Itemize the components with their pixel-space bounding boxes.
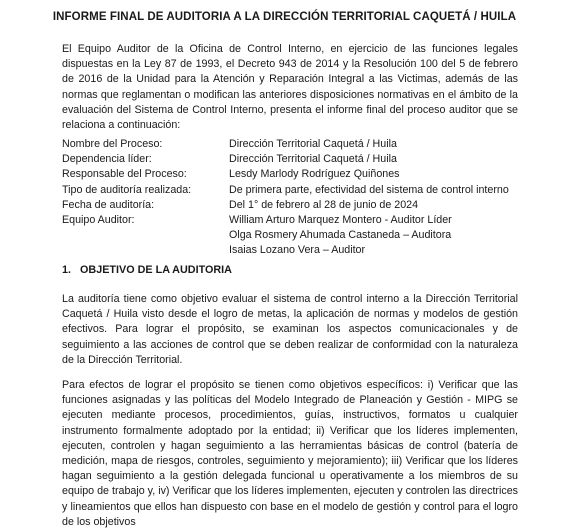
section-heading (62, 264, 232, 276)
info-row-process-name (62, 137, 509, 152)
info-label: Responsable del Proceso: (62, 168, 187, 181)
info-label (62, 228, 229, 243)
info-row-audit-team-member (62, 243, 509, 258)
info-row-lead-unit (62, 152, 509, 167)
objective-paragraph: La auditoría tiene como objetivo evaluar el sistema de control interno a la Dirección Territorial Caquetá / Huila visto desde el logro de metas, la aplicación de normas y modelos de gestión efectivos. Para lograr el propósito, se examinan los aspectos comunicacionales y de seguimiento a las acciones de control que se deben realizar de conformidad con la naturaleza de la Dirección Territorial. (62, 293, 518, 366)
section-title: OBJETIVO DE LA AUDITORIA (80, 264, 232, 276)
info-label: Equipo Auditor: (62, 214, 135, 227)
info-row-audit-type (62, 183, 509, 198)
intro-paragraph: El Equipo Auditor de la Oficina de Control Interno, en ejercicio de las funciones legales dispuestas en la Ley 87 de 1993, el Decreto 943 de 2014 y la Resolución 100 del 5 de febrero de 2016 de la Unidad para la Atención y Reparación Integral a las Victimas, además de las normas que reglamentan o modifican las anteriores disposiciones normativas en el ámbito de la evaluación del Sistema de Control Interno, presenta el informe final del proceso auditor que se relaciona a continuación: (62, 43, 518, 132)
info-value: William Arturo Marquez Montero - Auditor Líder (229, 214, 452, 227)
info-value: Isaias Lozano Vera – Auditor (229, 244, 366, 257)
specific-objectives-paragraph: Para efectos de lograr el propósito se tienen como objetivos específicos: i) Verificar que las funciones asignadas y las políticas del Modelo Integrado de Planeación y Gestión - MIPG se ejecuten mediante procesos, procedimientos, guías, instructivos, formatos u cualquier instrumento formalmente adoptado por la entidad; ii) Verificar que los líderes implementen, ejecuten, controlen y hagan seguimiento a las herramientas básicas de control (batería de medición, mapa de riesgos, controles, seguimiento y mejoramiento); iii) Verificar que los líderes hagan seguimiento a la gestión delegada funcional u operativamente a los miembros de su equipo de trabajo y, iv) Verificar que los líderes implementen, ejecuten y controlen las directrices y lineamientos que ellos han dispuesto con base en el modelo de gestión y control para el logro de los objetivos (62, 379, 518, 528)
info-label: Tipo de auditoría realizada: (62, 183, 192, 196)
audit-info-table (62, 137, 509, 259)
section-number: 1. (62, 264, 72, 276)
info-label: Nombre del Proceso: (62, 138, 163, 150)
info-row-audit-date (62, 198, 509, 213)
info-value: Dirección Territorial Caquetá / Huila (229, 153, 397, 166)
info-value: Lesdy Marlody Rodríguez Quiñones (229, 168, 400, 181)
info-row-audit-team (62, 213, 509, 228)
info-row-audit-team-member (62, 228, 509, 243)
info-row-responsible (62, 167, 509, 182)
info-value: Del 1° de febrero al 28 de junio de 2024 (229, 198, 419, 211)
document-title: INFORME FINAL DE AUDITORIA A LA DIRECCIÓN TERRITORIAL CAQUETÁ / HUILA (52, 11, 517, 23)
info-value: Olga Rosmery Ahumada Castaneda – Auditora (229, 229, 452, 242)
info-value: De primera parte, efectividad del sistema de control interno (229, 183, 509, 196)
info-label: Dependencia líder: (62, 153, 152, 166)
info-label (62, 243, 229, 258)
info-label: Fecha de auditoría: (62, 198, 155, 211)
info-value: Dirección Territorial Caquetá / Huila (229, 138, 397, 150)
